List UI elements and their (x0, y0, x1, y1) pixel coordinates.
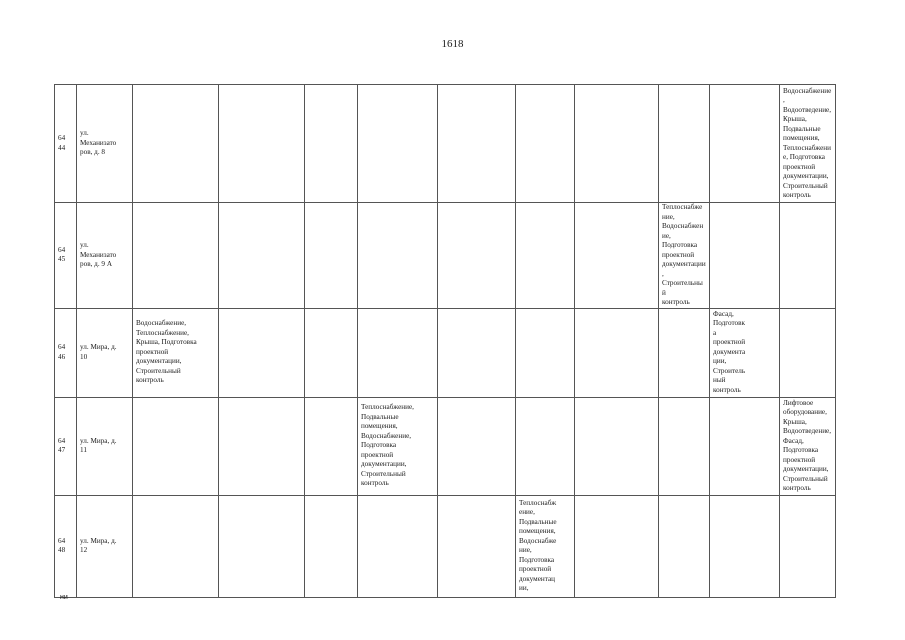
work-cell (659, 308, 710, 397)
work-cell (133, 85, 219, 203)
table-row (55, 203, 836, 309)
work-cell (358, 495, 438, 597)
address-cell: ул. Механизато ров, д. 8 (77, 85, 133, 203)
row-number: 64 47 (55, 397, 77, 495)
schedule-table (54, 84, 836, 598)
work-cell (575, 203, 659, 309)
work-cell (780, 203, 836, 309)
work-cell (305, 397, 358, 495)
work-cell (358, 203, 438, 309)
work-cell (438, 495, 516, 597)
table-row (55, 85, 836, 203)
work-cell (780, 495, 836, 597)
work-cell (710, 495, 780, 597)
work-cell (358, 85, 438, 203)
work-cell (219, 203, 305, 309)
work-cell: Теплоснабжение, Водоснабжение, Подготовка проектной документации, Строительный контроль (659, 203, 710, 309)
work-cell (780, 308, 836, 397)
work-cell (133, 203, 219, 309)
work-cell (133, 397, 219, 495)
work-cell (438, 203, 516, 309)
work-cell (219, 397, 305, 495)
page-number: 1618 (441, 38, 464, 50)
table-row (55, 397, 836, 495)
work-cell: Теплоснабжение, Подвальные помещения, Водоснабжение, Подготовка проектной документации, Строительный контроль (358, 397, 438, 495)
work-cell (438, 397, 516, 495)
work-cell (305, 85, 358, 203)
work-cell (659, 495, 710, 597)
work-cell (575, 495, 659, 597)
work-cell: Водоснабжение , Водоотведение, Крыша, Подвальные помещения, Теплоснабжени е, Подготовка проектной документации, Строительный контроль (780, 85, 836, 203)
work-cell (575, 85, 659, 203)
work-cell (710, 85, 780, 203)
work-cell (219, 308, 305, 397)
work-cell: Теплоснабж ение, Подвальные помещения, Водоснабже ние, Подготовка проектной документац ии, (516, 495, 575, 597)
work-cell (575, 308, 659, 397)
row-number: 64 46 (55, 308, 77, 397)
work-cell (516, 308, 575, 397)
address-cell: ул. Мира, д. 11 (77, 397, 133, 495)
work-cell (516, 203, 575, 309)
work-cell (305, 308, 358, 397)
work-cell (710, 397, 780, 495)
work-cell (710, 203, 780, 309)
work-cell (133, 495, 219, 597)
work-cell: Фасад, Подготовк а проектной документа ции, Строитель ный контроль (710, 308, 780, 397)
row-number: 64 48 (55, 495, 77, 597)
footer-mark: ни (60, 594, 68, 601)
work-cell (305, 203, 358, 309)
work-cell (438, 308, 516, 397)
row-number: 64 44 (55, 85, 77, 203)
row-number: 64 45 (55, 203, 77, 309)
work-cell (659, 397, 710, 495)
work-cell (438, 85, 516, 203)
address-cell: ул. Механизато ров, д. 9 А (77, 203, 133, 309)
work-cell (659, 85, 710, 203)
work-cell (516, 397, 575, 495)
table-row (55, 495, 836, 597)
work-cell (575, 397, 659, 495)
work-cell (219, 85, 305, 203)
work-cell (516, 85, 575, 203)
work-cell (305, 495, 358, 597)
address-cell: ул. Мира, д. 12 (77, 495, 133, 597)
address-cell: ул. Мира, д. 10 (77, 308, 133, 397)
work-cell (358, 308, 438, 397)
work-cell: Лифтовое оборудование, Крыша, Водоотведение, Фасад, Подготовка проектной документации, Строительный контроль (780, 397, 836, 495)
work-cell (219, 495, 305, 597)
work-cell: Водоснабжение, Теплоснабжение, Крыша, Подготовка проектной документации, Строительный контроль (133, 308, 219, 397)
table-row (55, 308, 836, 397)
